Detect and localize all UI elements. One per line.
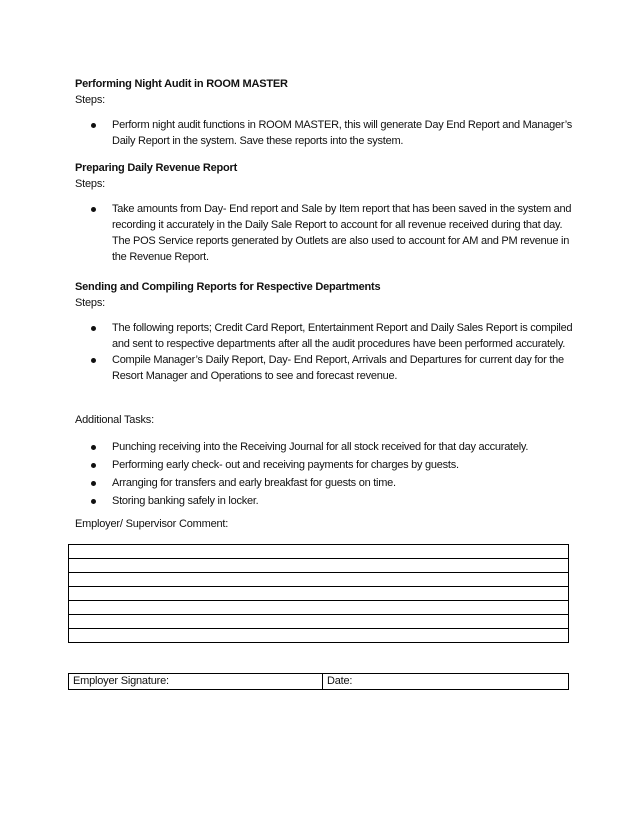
comment-row xyxy=(69,545,569,559)
comment-label: Employer/ Supervisor Comment: xyxy=(75,518,229,530)
list-item xyxy=(75,456,575,474)
signature-table xyxy=(68,673,569,690)
list-item xyxy=(75,474,575,492)
bullet-list xyxy=(75,201,575,265)
comment-line-field[interactable] xyxy=(69,559,569,573)
bullet-icon xyxy=(91,445,96,450)
list-item xyxy=(75,201,575,265)
bullet-text: The following reports; Credit Card Report, Entertainment Report and Daily Sales Report is compiled and sent to respective departments after all the audit procedures have been performed accurately. xyxy=(112,322,573,350)
section-heading: Preparing Daily Revenue Report xyxy=(75,162,238,174)
bullet-text: Perform night audit functions in ROOM MASTER, this will generate Day End Report and Manager’s Daily Report in the system. Save these reports into the system. xyxy=(112,119,572,147)
comment-row xyxy=(69,601,569,615)
comment-line-field[interactable] xyxy=(69,629,569,643)
section-heading: Sending and Compiling Reports for Respective Departments xyxy=(75,281,381,293)
comment-table xyxy=(68,544,569,643)
bullet-text: Punching receiving into the Receiving Journal for all stock received for that day accurately. xyxy=(112,441,529,453)
list-item xyxy=(75,117,575,149)
section-sending-reports xyxy=(75,279,575,384)
additional-tasks-label: Additional Tasks: xyxy=(75,414,154,426)
bullet-icon xyxy=(91,207,96,212)
list-item xyxy=(75,438,575,456)
date-field[interactable] xyxy=(323,674,569,690)
comment-line-field[interactable] xyxy=(69,601,569,615)
comment-section xyxy=(75,516,575,532)
employer-signature-field[interactable] xyxy=(69,674,323,690)
comment-row xyxy=(69,559,569,573)
bullet-icon xyxy=(91,463,96,468)
date-label: Date: xyxy=(327,675,353,687)
comment-row xyxy=(69,573,569,587)
bullet-icon xyxy=(91,358,96,363)
comment-line-field[interactable] xyxy=(69,615,569,629)
employer-signature-label: Employer Signature: xyxy=(73,675,169,687)
bullet-list xyxy=(75,320,575,384)
bullet-icon xyxy=(91,481,96,486)
steps-label: Steps: xyxy=(75,94,105,106)
section-heading: Performing Night Audit in ROOM MASTER xyxy=(75,78,288,90)
bullet-list xyxy=(75,117,575,149)
steps-label: Steps: xyxy=(75,178,105,190)
list-item xyxy=(75,320,575,352)
bullet-icon xyxy=(91,326,96,331)
list-item xyxy=(75,492,575,510)
bullet-text: Compile Manager’s Daily Report, Day- End Report, Arrivals and Departures for current day for the Resort Manager and Operations to see and forecast revenue. xyxy=(112,354,564,382)
signature-row xyxy=(69,674,569,690)
bullet-text: Performing early check- out and receiving payments for charges by guests. xyxy=(112,459,459,471)
section-daily-revenue xyxy=(75,160,575,265)
comment-line-field[interactable] xyxy=(69,545,569,559)
bullet-text: Take amounts from Day- End report and Sale by Item report that has been saved in the system and recording it accurately in the Daily Sale Report to account for all revenue received during that day. The POS Service reports generated by Outlets are also used to account for AM and PM revenue in the Revenue Report. xyxy=(112,203,572,263)
comment-row xyxy=(69,615,569,629)
comment-line-field[interactable] xyxy=(69,587,569,601)
bullet-icon xyxy=(91,123,96,128)
bullet-list xyxy=(75,438,575,510)
bullet-icon xyxy=(91,499,96,504)
section-additional-tasks xyxy=(75,412,575,510)
section-night-audit xyxy=(75,76,575,149)
bullet-text: Arranging for transfers and early breakfast for guests on time. xyxy=(112,477,396,489)
bullet-text: Storing banking safely in locker. xyxy=(112,495,259,507)
comment-line-field[interactable] xyxy=(69,573,569,587)
steps-label: Steps: xyxy=(75,297,105,309)
list-item xyxy=(75,352,575,384)
comment-row xyxy=(69,587,569,601)
comment-row xyxy=(69,629,569,643)
